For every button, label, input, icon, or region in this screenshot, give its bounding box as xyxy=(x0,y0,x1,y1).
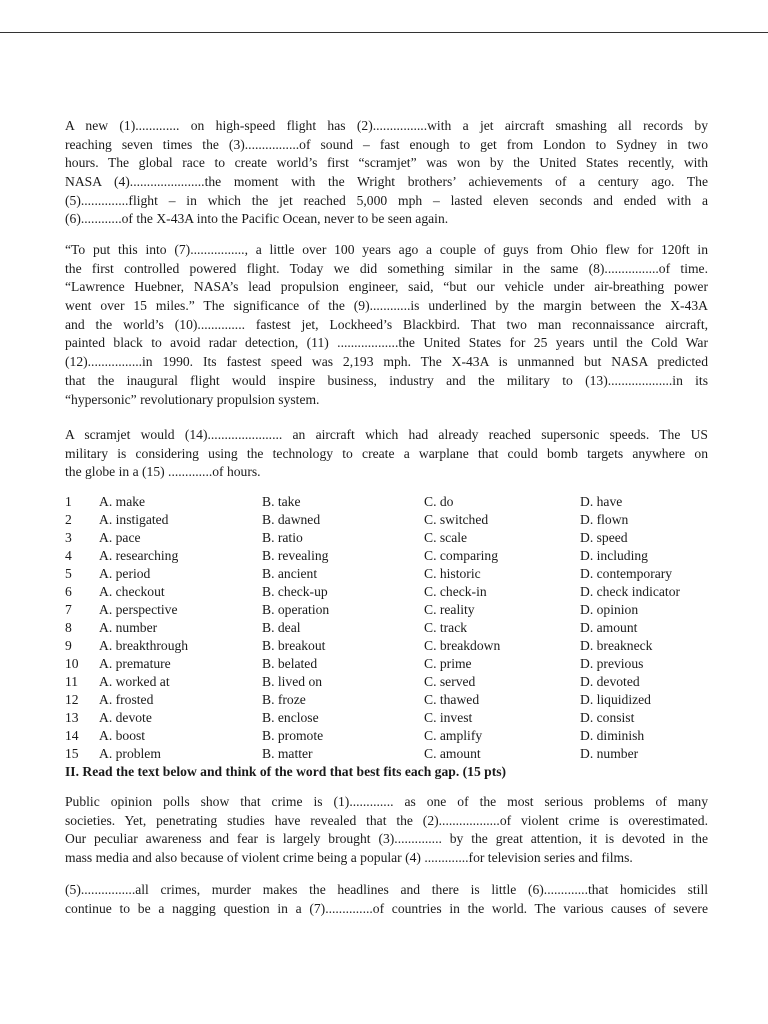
text-line: went over 15 miles.” The significance of the (9)............is underlined by the margin between the X-43A xyxy=(65,298,708,314)
option-c: C. thawed xyxy=(424,692,480,707)
option-c: C. invest xyxy=(424,710,473,725)
option-a: A. perspective xyxy=(99,602,178,617)
text-line: “hypersonic” revolutionary propulsion system. xyxy=(65,391,320,407)
option-d: D. number xyxy=(580,746,639,761)
text-line: A scramjet would (14)...................... an aircraft which had already reached supersonic speeds. The US xyxy=(65,427,708,442)
question-number: 1 xyxy=(65,494,72,509)
option-d: D. devoted xyxy=(580,674,640,689)
option-b: B. matter xyxy=(262,746,313,761)
option-c: C. breakdown xyxy=(424,638,501,653)
passage1-paragraph-2 xyxy=(65,241,708,409)
option-row xyxy=(65,637,708,655)
passage1-paragraph-3 xyxy=(65,426,708,482)
text-line: (5)................all crimes, murder makes the headlines and there is little (6).............that homicides still xyxy=(65,882,708,897)
option-d: D. opinion xyxy=(580,602,639,617)
option-c: C. historic xyxy=(424,566,481,581)
question-number: 8 xyxy=(65,620,72,635)
option-b: B. ancient xyxy=(262,566,318,581)
option-b: B. revealing xyxy=(262,548,329,563)
text-line: (12)................in 1990. Its fastest speed was 2,193 mph. The X-43A is unmanned but NASA predicted xyxy=(65,354,708,370)
option-b: B. enclose xyxy=(262,710,319,725)
option-b: B. dawned xyxy=(262,512,321,527)
option-b: B. operation xyxy=(262,602,330,617)
text-line: that the inaugural flight would inspire business, industry and the military to (13)...................in its xyxy=(65,372,708,388)
question-number: 15 xyxy=(65,746,79,761)
option-c: C. do xyxy=(424,494,454,509)
options-table xyxy=(65,493,708,763)
option-a: A. boost xyxy=(99,728,146,743)
question-number: 10 xyxy=(65,656,79,671)
option-d: D. previous xyxy=(580,656,644,671)
text-line: societies. Yet, penetrating studies have revealed that the (2)..................of violent crime is overestimated. xyxy=(65,812,708,828)
option-c: C. amplify xyxy=(424,728,483,743)
question-number: 6 xyxy=(65,584,72,599)
option-row xyxy=(65,619,708,637)
option-row xyxy=(65,529,708,547)
option-row xyxy=(65,565,708,583)
page-top-border xyxy=(0,32,768,33)
option-c: C. comparing xyxy=(424,548,498,563)
option-row xyxy=(65,655,708,673)
question-number: 7 xyxy=(65,602,72,617)
option-a: A. breakthrough xyxy=(99,638,189,653)
text-line: A new (1)............. on high-speed flight has (2)................with a jet aircraft smashing all records by xyxy=(65,118,708,133)
option-c: C. reality xyxy=(424,602,475,617)
question-number: 9 xyxy=(65,638,72,653)
option-d: D. consist xyxy=(580,710,635,725)
option-a: A. period xyxy=(99,566,151,581)
option-d: D. breakneck xyxy=(580,638,653,653)
text-line: Public opinion polls show that crime is (1)............. as one of the most serious problems of many xyxy=(65,794,708,809)
text-line: Our peculiar awareness and fear is largely brought (3).............. by the great attention, it is devoted in the xyxy=(65,831,708,847)
option-b: B. lived on xyxy=(262,674,323,689)
text-line: the first controlled powered flight. Today we did something similar in the same (8)................of time. xyxy=(65,260,708,276)
option-c: C. switched xyxy=(424,512,489,527)
option-b: B. belated xyxy=(262,656,318,671)
question-number: 11 xyxy=(65,674,79,689)
text-line: and the world’s (10).............. fastest jet, Lockheed’s Blackbird. That two man reconnaissance aircraft, xyxy=(65,316,708,332)
option-b: B. deal xyxy=(262,620,301,635)
question-number: 12 xyxy=(65,692,79,707)
option-row xyxy=(65,493,708,511)
option-c: C. served xyxy=(424,674,476,689)
option-row xyxy=(65,547,708,565)
option-b: B. froze xyxy=(262,692,306,707)
option-d: D. flown xyxy=(580,512,629,527)
option-c: C. check-in xyxy=(424,584,487,599)
option-b: B. promote xyxy=(262,728,324,743)
option-b: B. ratio xyxy=(262,530,303,545)
option-c: C. track xyxy=(424,620,468,635)
text-line: mass media and also because of violent crime being a popular (4) .............for television series and films. xyxy=(65,850,633,866)
text-line: the globe in a (15) .............of hours. xyxy=(65,464,261,480)
text-line: hours. The global race to create world’s first “scramjet” was won by the United States recently, with xyxy=(65,155,708,171)
section2-heading: II. Read the text below and think of the word that best fits each gap. (15 pts) xyxy=(65,764,507,779)
option-b: B. take xyxy=(262,494,301,509)
option-d: D. speed xyxy=(580,530,628,545)
text-line: (6)............of the X-43A into the Pacific Ocean, never to be seen again. xyxy=(65,211,449,227)
text-line: NASA (4)......................the moment with the Wright brothers’ achievements of a century ago. The xyxy=(65,174,708,190)
option-row xyxy=(65,709,708,727)
question-number: 5 xyxy=(65,566,72,581)
option-a: A. premature xyxy=(99,656,171,671)
question-number: 14 xyxy=(65,728,79,743)
option-d: D. contemporary xyxy=(580,566,673,581)
option-row xyxy=(65,511,708,529)
option-a: A. frosted xyxy=(99,692,154,707)
text-line: military is considering using the technology to create a warplane that could bomb targets anywhere on xyxy=(65,445,708,461)
option-a: A. researching xyxy=(99,548,179,563)
text-line: reaching seven times the (3)................of sound – fast enough to get from London to Sydney in two xyxy=(65,136,708,152)
option-d: D. check indicator xyxy=(580,584,681,599)
option-d: D. have xyxy=(580,494,623,509)
option-a: A. devote xyxy=(99,710,152,725)
option-a: A. pace xyxy=(99,530,141,545)
option-b: B. breakout xyxy=(262,638,326,653)
option-a: A. worked at xyxy=(99,674,170,689)
question-number: 4 xyxy=(65,548,72,563)
option-row xyxy=(65,727,708,745)
question-number: 2 xyxy=(65,512,72,527)
text-line: “To put this into (7)................, a little over 100 years ago a couple of guys from Ohio flew for 120ft in xyxy=(65,242,708,257)
section2-paragraph-2 xyxy=(65,881,708,918)
text-line: “Lawrence Huebner, NASA’s lead propulsion engineer, said, “but our vehicle under air-breathing power xyxy=(65,279,708,295)
option-c: C. prime xyxy=(424,656,472,671)
option-row xyxy=(65,673,708,691)
option-a: A. make xyxy=(99,494,146,509)
question-number: 13 xyxy=(65,710,79,725)
question-number: 3 xyxy=(65,530,72,545)
text-line: continue to be a nagging question in a (7)..............of countries in the world. The various causes of severe xyxy=(65,900,708,916)
option-d: D. amount xyxy=(580,620,638,635)
option-row xyxy=(65,691,708,709)
passage1-paragraph-1 xyxy=(65,117,708,229)
option-a: A. instigated xyxy=(99,512,169,527)
option-a: A. number xyxy=(99,620,158,635)
text-line: painted black to avoid radar detection, (11) ..................the United States for 25 years until the Cold War xyxy=(65,335,708,351)
option-c: C. amount xyxy=(424,746,481,761)
option-row xyxy=(65,583,708,601)
option-d: D. liquidized xyxy=(580,692,651,707)
option-d: D. including xyxy=(580,548,648,563)
option-d: D. diminish xyxy=(580,728,645,743)
option-b: B. check-up xyxy=(262,584,328,599)
option-row xyxy=(65,601,708,619)
option-a: A. problem xyxy=(99,746,161,761)
text-line: (5)..............flight – in which the jet reached 5,000 mph – lasted eleven seconds and ended with a xyxy=(65,192,708,208)
option-row xyxy=(65,745,708,763)
section2-paragraph-1 xyxy=(65,793,708,868)
option-c: C. scale xyxy=(424,530,468,545)
option-a: A. checkout xyxy=(99,584,165,599)
